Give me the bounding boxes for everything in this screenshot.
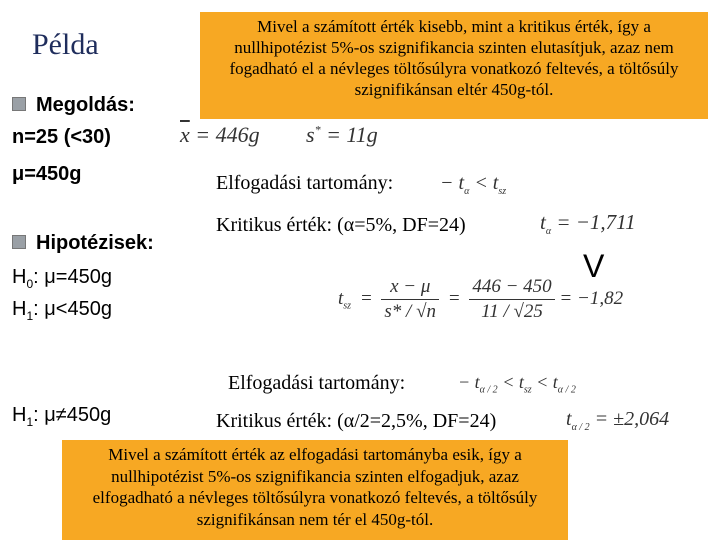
critical-formula-1 xyxy=(540,210,636,237)
h1b-letter: H xyxy=(12,404,27,426)
xbar-symbol: $\overline{x}$ xyxy=(180,122,190,147)
tsz-eq1: = xyxy=(359,287,373,309)
acc1-left: − t xyxy=(440,172,465,194)
conclusion-box-one-sided: Mivel a számított érték kisebb, mint a kritikus érték, így a nullhipotézist 5%-os szignifikancia szinten elutasítjuk, azaz nem fogadható el a névleges töltősúlyra vonatkozó feltevés, a töltősúly szignifikánsan eltér 450g-tól. xyxy=(200,12,708,119)
critical-label-1: Kritikus érték: (α=5%, DF=24) xyxy=(216,214,466,236)
acc2-left: − t xyxy=(458,372,480,392)
tsz-result: = −1,82 xyxy=(559,287,624,309)
acceptance-formula-2 xyxy=(458,372,576,396)
acc1-left-sub: α xyxy=(464,186,470,197)
acc2-sub2: sz xyxy=(523,384,532,396)
slide-title: Példa xyxy=(32,28,99,61)
acceptance-formula-1 xyxy=(440,172,506,197)
crit1-value: = −1,711 xyxy=(556,210,636,234)
solution-heading xyxy=(12,94,135,117)
frac1-numerator: x − μ xyxy=(381,276,439,300)
tsz-sub: sz xyxy=(343,300,352,312)
sample-size-line: n=25 (<30) xyxy=(12,126,111,148)
h0-line xyxy=(12,266,112,291)
acceptance-label-1: Elfogadási tartomány: xyxy=(216,172,394,194)
bullet-square-icon xyxy=(12,97,26,111)
acc1-right-sub: sz xyxy=(498,186,507,197)
tsz-eq2: = xyxy=(447,287,461,309)
h0-sub: 0 xyxy=(26,277,34,291)
h1b-rest: : μ≠450g xyxy=(33,404,112,426)
acc2-sub3: α / 2 xyxy=(557,384,576,396)
acc2-sub1: α / 2 xyxy=(479,384,498,396)
tsz-sym: t xyxy=(338,287,344,309)
acceptance-label-2: Elfogadási tartomány: xyxy=(228,372,406,394)
crit2-sym: t xyxy=(566,408,572,430)
solution-label: Megoldás: xyxy=(36,94,135,116)
comparison-symbol: V xyxy=(583,248,605,284)
hypotheses-heading xyxy=(12,232,154,255)
critical-formula-2 xyxy=(566,408,669,433)
crit2-sub: α / 2 xyxy=(571,422,590,433)
formula-fraction-symbolic xyxy=(381,276,439,323)
h1a-rest: : μ<450g xyxy=(33,298,112,320)
h1-one-sided-line xyxy=(12,298,112,323)
frac2-numerator: 446 − 450 xyxy=(469,276,554,300)
sample-mean xyxy=(180,122,260,148)
acc2-end: < t xyxy=(536,372,558,392)
acc1-right: < t xyxy=(474,172,499,194)
crit1-sub: α xyxy=(545,226,552,238)
sample-stddev xyxy=(306,122,378,148)
frac1-denominator: s* / √n xyxy=(384,301,437,322)
s-symbol: s xyxy=(306,122,315,147)
h1a-letter: H xyxy=(12,298,27,320)
s-star: * xyxy=(314,122,321,137)
frac2-denominator: 11 / √25 xyxy=(481,301,543,322)
critical-label-2: Kritikus érték: (α/2=2,5%, DF=24) xyxy=(216,410,497,432)
h1a-sub: 1 xyxy=(26,309,34,323)
crit1-sym: t xyxy=(540,210,546,234)
bullet-square-icon xyxy=(12,235,26,249)
crit2-value: = ±2,064 xyxy=(594,408,670,430)
mu-line: μ=450g xyxy=(12,163,82,185)
h1b-sub: 1 xyxy=(26,415,34,429)
hypotheses-label: Hipotézisek: xyxy=(36,232,154,254)
s-value: = 11g xyxy=(326,122,378,147)
h0-rest: : μ=450g xyxy=(33,266,112,288)
conclusion-box-two-sided: Mivel a számított érték az elfogadási tartományba esik, így a nullhipotézist 5%-os szignifikancia szinten elfogadjuk, azaz elfogadható a névleges töltősúlyra vonatkozó feltevés, a töltősúly szignifikánsan nem tér el 450g-tól. xyxy=(62,440,568,540)
xbar-value: = 446g xyxy=(195,122,260,147)
acc2-mid: < t xyxy=(502,372,524,392)
test-statistic-formula xyxy=(338,276,623,323)
h0-letter: H xyxy=(12,266,27,288)
h1-two-sided-line xyxy=(12,404,111,429)
formula-fraction-numeric xyxy=(469,276,554,323)
